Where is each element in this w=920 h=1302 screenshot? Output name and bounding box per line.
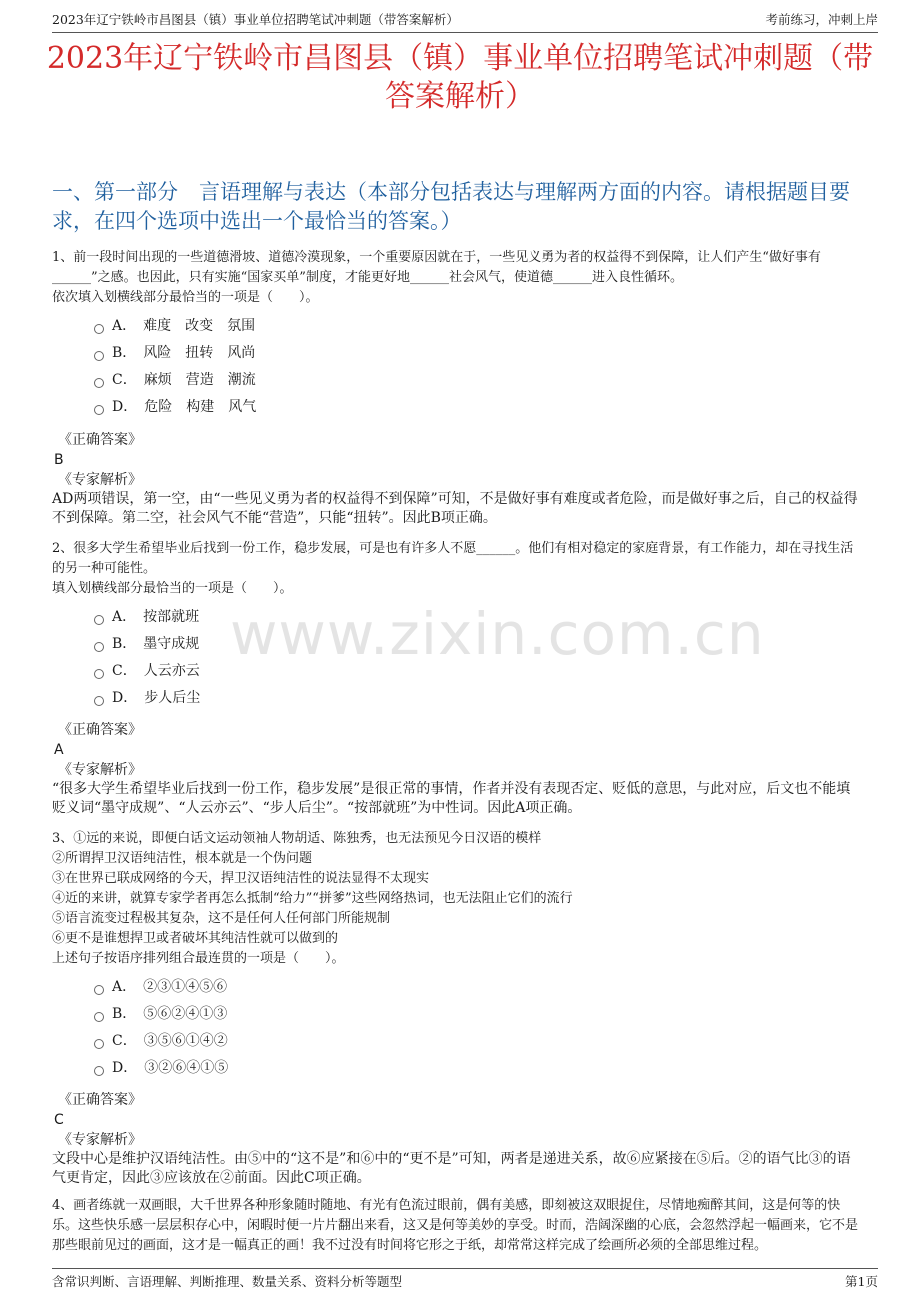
question-prompt: 填入划横线部分最恰当的一项是（ ）。 — [52, 581, 293, 596]
answer-block-3 — [52, 1090, 864, 1188]
analysis-text: AD两项错误，第一空，由“一些见义勇为者的权益得不到保障”可知，不是做好事有难度或者危险，而是做好事之后，自己的权益得不到保障。第二空，社会风气不能“营造”，只能“扭转”。因此B项正确。 — [52, 491, 858, 526]
question-1 — [52, 248, 864, 420]
radio-icon[interactable] — [94, 405, 104, 415]
option-label: A． 难度 改变 氛围 — [112, 317, 256, 334]
radio-icon[interactable] — [94, 985, 104, 995]
answer-value: C — [54, 1112, 64, 1128]
question-stem-line: ⑥更不是谁想捍卫或者破坏其纯洁性就可以做到的 — [52, 931, 339, 946]
document-title: 2023年辽宁铁岭市昌图县（镇）事业单位招聘笔试冲刺题（带答案解析） — [46, 41, 874, 114]
option-label: D． 步人后尘 — [112, 689, 201, 706]
option-b[interactable] — [52, 630, 864, 657]
analysis-label: 《专家解析》 — [58, 762, 142, 778]
header-slogan: 考前练习，冲刺上岸 — [765, 12, 878, 27]
question-prompt: 上述句子按语序排列组合最连贯的一项是（ ）。 — [52, 951, 345, 966]
question-4 — [52, 1196, 864, 1256]
option-a[interactable] — [52, 603, 864, 630]
option-list — [52, 603, 864, 711]
option-list — [52, 312, 864, 420]
question-stem: 2、很多大学生希望毕业后找到一份工作，稳步发展，可是也有许多人不愿______。他们有相对稳定的家庭背景，有工作能力，却在寻找生活的另一种可能性。 — [52, 541, 854, 576]
radio-icon[interactable] — [94, 351, 104, 361]
option-label: C． 麻烦 营造 潮流 — [112, 371, 256, 388]
option-d[interactable] — [52, 684, 864, 711]
option-label: C． 人云亦云 — [112, 662, 200, 679]
question-stem-line: 3、①远的来说，即便白话文运动领袖人物胡适、陈独秀，也无法预见今日汉语的模样 — [52, 831, 542, 846]
analysis-text: “很多大学生希望毕业后找到一份工作，稳步发展”是很正常的事情，作者并没有表现否定、贬低的意思，与此对应，后文也不能填贬义词“墨守成规”、“人云亦云”、“步人后尘”。“按部就班”为中性词。因此A项正确。 — [52, 781, 851, 816]
answer-label: 《正确答案》 — [58, 1092, 142, 1108]
radio-icon[interactable] — [94, 324, 104, 334]
analysis-text: 文段中心是维护汉语纯洁性。由⑤中的“这不是”和⑥中的“更不是”可知，两者是递进关系，故⑥应紧接在⑤后。②的语气比③的语气更肯定，因此③应该放在②前面。因此C项正确。 — [52, 1151, 851, 1186]
option-label: B． ⑤⑥②④①③ — [112, 1005, 228, 1022]
answer-value: B — [54, 452, 64, 468]
question-stem-line: ⑤语言流变过程极其复杂，这不是任何人任何部门所能规制 — [52, 911, 391, 926]
answer-label: 《正确答案》 — [58, 722, 142, 738]
radio-icon[interactable] — [94, 1066, 104, 1076]
answer-value: A — [54, 742, 64, 758]
question-stem-line: ④近的来讲，就算专家学者再怎么抵制“给力”“拼爹”这些网络热词，也无法阻止它们的流行 — [52, 891, 573, 906]
radio-icon[interactable] — [94, 696, 104, 706]
analysis-label: 《专家解析》 — [58, 1132, 142, 1148]
option-label: C． ③⑤⑥①④② — [112, 1032, 228, 1049]
option-a[interactable] — [52, 973, 864, 1000]
radio-icon[interactable] — [94, 669, 104, 679]
option-b[interactable] — [52, 339, 864, 366]
answer-block-1 — [52, 430, 864, 528]
answer-block-2 — [52, 720, 864, 818]
option-label: D． 危险 构建 风气 — [112, 398, 257, 415]
question-stem: 4、画者练就一双画眼，大千世界各种形象随时随地、有光有色流过眼前，偶有美感，即刻被这双眼捉住，尽情地痴醉其间，这是何等的快乐。这些快乐感一层层积存心中，闲暇时便一片片翻出来看，这又是何等美妙的享受。时而，浩阔深幽的心底，会忽然浮起一幅画来，它不是那些眼前见过的画面，这才是一幅真正的画！我不过没有时间将它形之于纸，却常常这样完成了绘画所必须的全部思维过程。 — [52, 1198, 859, 1253]
radio-icon[interactable] — [94, 1039, 104, 1049]
option-d[interactable] — [52, 1054, 864, 1081]
header-doc-title: 2023年辽宁铁岭市昌图县（镇）事业单位招聘笔试冲刺题（带答案解析） — [52, 12, 459, 27]
answer-label: 《正确答案》 — [58, 432, 142, 448]
page-number: 第1页 — [845, 1274, 878, 1289]
radio-icon[interactable] — [94, 1012, 104, 1022]
option-label: A． ②③①④⑤⑥ — [112, 978, 228, 995]
question-stem: 1、前一段时间出现的一些道德滑坡、道德冷漠现象，一个重要原因就在于，一些见义勇为者的权益得不到保障，让人们产生“做好事有______”之感。也因此，只有实施“国家买单”制度，才能更好地______社会风气，使道德______进入良性循环。 — [52, 250, 821, 285]
page-header — [52, 10, 878, 33]
option-c[interactable] — [52, 657, 864, 684]
option-label: A． 按部就班 — [112, 608, 200, 625]
radio-icon[interactable] — [94, 378, 104, 388]
option-a[interactable] — [52, 312, 864, 339]
option-list — [52, 973, 864, 1081]
radio-icon[interactable] — [94, 642, 104, 652]
page-footer — [52, 1268, 878, 1290]
question-stem-line: ③在世界已联成网络的今天，捍卫汉语纯洁性的说法显得不太现实 — [52, 871, 430, 886]
question-3 — [52, 829, 864, 1081]
question-prompt: 依次填入划横线部分最恰当的一项是（ ）。 — [52, 290, 319, 305]
option-label: B． 墨守成规 — [112, 635, 200, 652]
section-heading: 一、第一部分 言语理解与表达（本部分包括表达与理解两方面的内容。请根据题目要求，在四个选项中选出一个最恰当的答案。） — [52, 180, 850, 233]
option-label: B． 风险 扭转 风尚 — [112, 344, 256, 361]
option-c[interactable] — [52, 366, 864, 393]
option-d[interactable] — [52, 393, 864, 420]
analysis-label: 《专家解析》 — [58, 472, 142, 488]
option-label: D． ③②⑥④①⑤ — [112, 1059, 229, 1076]
option-b[interactable] — [52, 1000, 864, 1027]
watermark: www.zixin.com.cn — [230, 600, 765, 668]
footer-question-types: 含常识判断、言语理解、判断推理、数量关系、资料分析等题型 — [52, 1274, 403, 1289]
question-stem-line: ②所谓捍卫汉语纯洁性，根本就是一个伪问题 — [52, 851, 313, 866]
radio-icon[interactable] — [94, 615, 104, 625]
question-2 — [52, 539, 864, 711]
option-c[interactable] — [52, 1027, 864, 1054]
